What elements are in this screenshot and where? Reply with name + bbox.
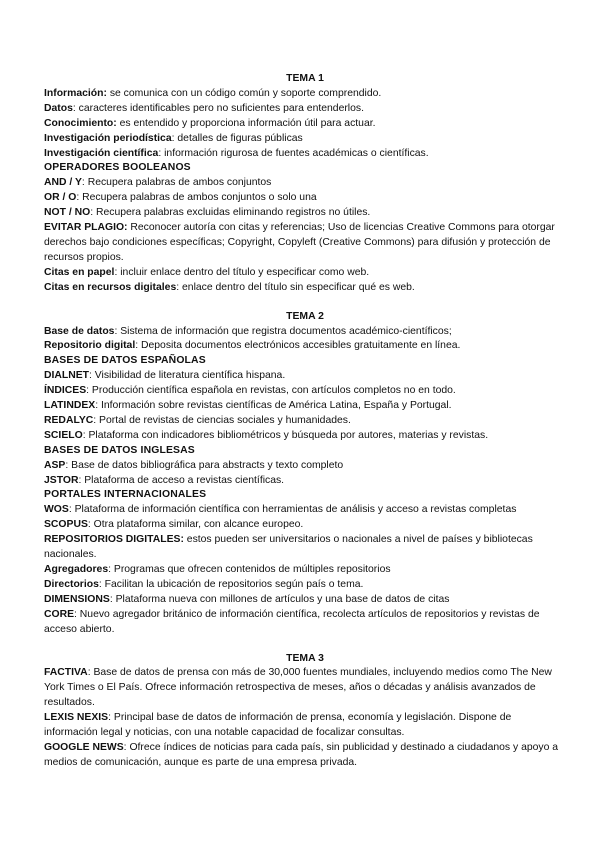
entry-term: JSTOR [44, 474, 79, 486]
definition-entry [44, 711, 566, 741]
entry-term: ASP [44, 459, 66, 471]
entry-text: : Base de datos de prensa con más de 30,000 fuentes mundiales, incluyendo medios como The New York Times o El País. Ofrece información retrospectiva de meses, años o décadas y análisis avanzados de resultados. [44, 667, 552, 709]
entry-term: SCIELO [44, 429, 83, 441]
entry-text: se comunica con un código común y soporte comprendido. [106, 87, 382, 99]
entry-text: : detalles de figuras públicas [171, 132, 303, 144]
definition-entry [44, 384, 566, 399]
subsection-heading: BASES DE DATOS ESPAÑOLAS [44, 355, 206, 367]
entry-term: OR / O [44, 192, 77, 204]
definition-entry [44, 176, 566, 191]
entry-text: : Portal de revistas de ciencias sociales y humanidades. [93, 414, 351, 426]
definition-entry [44, 459, 566, 474]
definition-entry [44, 147, 566, 162]
entry-text: : Producción científica española en revistas, con artículos completos no en todo. [86, 385, 456, 397]
definition-entry [44, 741, 566, 771]
entry-term: Directorios [44, 578, 99, 590]
entry-term: Datos [44, 102, 73, 114]
definition-entry [44, 593, 566, 608]
entry-term: Repositorio digital [44, 340, 136, 352]
entry-term: EVITAR PLAGIO: [44, 222, 128, 234]
entry-term: REDALYC [44, 414, 94, 426]
entry-text: : información rigurosa de fuentes académicas o científicas. [158, 147, 429, 159]
entry-text: : Otra plataforma similar, con alcance europeo. [87, 519, 304, 531]
definition-entry [44, 191, 566, 206]
definition-entry [44, 325, 566, 340]
definition-entry [44, 563, 566, 578]
entry-text: Reconocer autoría con citas y referencias; Uso de licencias Creative Commons para otorgar derechos bajo condiciones específicas; Copyright, Copyleft (Creative Commons) para difusión y protección de recursos propios. [44, 222, 555, 263]
section-title: TEMA 3 [286, 652, 324, 664]
entry-text: : incluir enlace dentro del título y especificar como web. [114, 266, 370, 278]
entry-term: AND / Y [44, 177, 82, 189]
entry-term: LATINDEX [44, 400, 96, 412]
section-tema-2 [44, 310, 566, 638]
entry-term: DIALNET [44, 370, 90, 382]
entry-term: LEXIS NEXIS [44, 712, 109, 724]
entry-term: FACTIVA [44, 667, 88, 679]
entry-term: Información: [44, 87, 107, 99]
definition-entry [44, 578, 566, 593]
entry-text: : Principal base de datos de información de prensa, economía y legislación. Dispone de información legal y noticias, con una notable capacidad de focalizar consultas. [44, 712, 512, 739]
entry-text: : Recupera palabras excluidas eliminando registros no útiles. [90, 207, 371, 219]
subsection-heading: OPERADORES BOOLEANOS [44, 162, 191, 174]
entry-text: : Información sobre revistas científicas de América Latina, España y Portugal. [95, 400, 452, 412]
definition-entry [44, 608, 566, 638]
entry-text: : caracteres identificables pero no suficientes para entenderlos. [72, 102, 364, 114]
definition-entry [44, 474, 566, 489]
definition-entry [44, 102, 566, 117]
section-title: TEMA 1 [286, 73, 324, 84]
entry-text: : Ofrece índices de noticias para cada país, sin publicidad y destinado a ciudadanos y apoyo a medios de comunicación, aunque es parte de una empresa privada. [44, 741, 559, 768]
definition-entry [44, 369, 566, 384]
entry-text: : Plataforma de información científica con herramientas de análisis y acceso a revistas completas [68, 504, 517, 516]
entry-term: NOT / NO [44, 207, 91, 219]
definition-entry [44, 399, 566, 414]
entry-text: : Deposita documentos electrónicos accesibles gratuitamente en línea. [135, 340, 461, 352]
document-page [44, 72, 566, 771]
entry-text: : Base de datos bibliográfica para abstracts y texto completo [65, 459, 344, 471]
entry-text: : Plataforma con indicadores bibliométricos y búsqueda por autores, materias y revistas. [82, 429, 489, 441]
entry-term: DIMENSIONS [44, 593, 110, 605]
entry-text: : enlace dentro del título sin especificar qué es web. [176, 281, 415, 293]
entry-text: estos pueden ser universitarios o nacionales a nivel de países y bibliotecas nacionales. [44, 534, 533, 561]
section-body [44, 666, 566, 770]
definition-entry [44, 503, 566, 518]
section-title: TEMA 2 [286, 310, 324, 322]
section-tema-1 [44, 72, 566, 296]
entry-term: REPOSITORIOS DIGITALES: [44, 534, 184, 546]
entry-text: : Plataforma nueva con millones de artículos y una base de datos de citas [109, 593, 450, 605]
entry-text: : Recupera palabras de ambos conjuntos o solo una [76, 192, 317, 204]
entry-term: Agregadores [44, 564, 109, 575]
entry-text: : Programas que ofrecen contenidos de múltiples repositorios [108, 564, 391, 575]
subsection-heading: BASES DE DATOS INGLESAS [44, 444, 195, 456]
entry-text: es entendido y proporciona información útil para actuar. [116, 117, 376, 129]
entry-term: Citas en recursos digitales [44, 281, 177, 293]
definition-entry [44, 281, 566, 296]
entry-term: CORE [44, 608, 75, 620]
section-body [44, 87, 566, 296]
definition-entry [44, 339, 566, 354]
definition-entry [44, 206, 566, 221]
entry-text: : Plataforma de acceso a revistas científicas. [78, 474, 285, 486]
entry-term: Base de datos [44, 325, 115, 337]
entry-text: : Facilitan la ubicación de repositorios según país o tema. [98, 578, 364, 590]
definition-entry [44, 266, 566, 281]
definition-entry [44, 414, 566, 429]
definition-entry [44, 666, 566, 711]
entry-term: GOOGLE NEWS [44, 741, 124, 753]
entry-term: ÍNDICES [44, 385, 87, 397]
entry-term: Investigación científica [44, 147, 159, 159]
entry-term: Conocimiento: [44, 117, 117, 129]
entry-term: SCOPUS [44, 519, 88, 531]
definition-entry [44, 518, 566, 533]
entry-text: : Nuevo agregador británico de información científica, recolecta artículos de repositorios y revistas de acceso abierto. [44, 608, 540, 635]
definition-entry [44, 429, 566, 444]
section-body [44, 325, 566, 638]
definition-entry [44, 87, 566, 102]
subsection-heading: PORTALES INTERNACIONALES [44, 489, 207, 501]
entry-term: Investigación periodística [44, 132, 172, 144]
entry-text: : Sistema de información que registra documentos académico-científicos; [114, 325, 452, 337]
definition-entry [44, 132, 566, 147]
definition-entry [44, 117, 566, 132]
entry-text: : Visibilidad de literatura científica hispana. [89, 370, 286, 382]
entry-term: Citas en papel [44, 266, 115, 278]
definition-entry [44, 221, 566, 266]
entry-term: WOS [44, 504, 69, 516]
entry-text: : Recupera palabras de ambos conjuntos [81, 177, 272, 189]
section-tema-3 [44, 652, 566, 771]
definition-entry [44, 533, 566, 563]
